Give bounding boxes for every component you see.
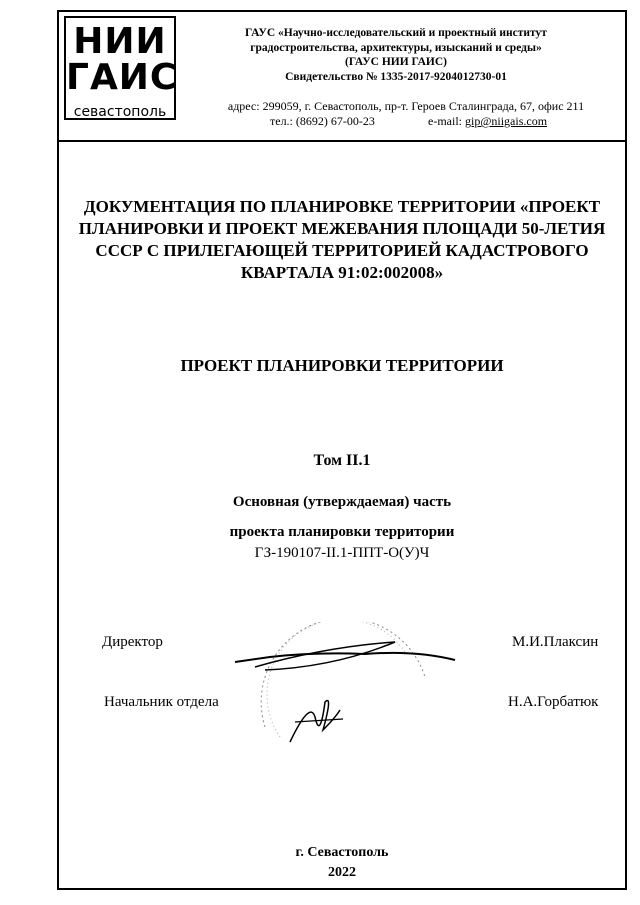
department-head-role: Начальник отдела (104, 694, 219, 710)
director-name: М.И.Плаксин (512, 634, 599, 650)
org-name-line-1: ГАУС «Научно-исследовательский и проектный институт (245, 27, 547, 39)
director-role: Директор (102, 634, 163, 650)
part-title (57, 487, 627, 547)
org-address: адрес: 299059, г. Севастополь, пр-т. Героев Сталинграда, 67, офис 211 (227, 99, 585, 113)
title-line-4: КВАРТАЛА 91:02:002008» (240, 263, 444, 282)
org-short-name: (ГАУС НИИ ГАИС) (345, 56, 447, 68)
organization-block (196, 26, 596, 84)
stamp-arc (261, 622, 425, 727)
footer-year: 2022 (328, 865, 356, 880)
section-title: ПРОЕКТ ПЛАНИРОВКИ ТЕРРИТОРИИ (180, 356, 504, 375)
org-phone: тел.: (8692) 67-00-23 (270, 114, 375, 128)
logo-line-3: севастополь (73, 104, 167, 120)
org-contacts (270, 114, 580, 129)
header-divider (57, 140, 627, 142)
title-line-3: СССР С ПРИЛЕГАЮЩЕЙ ТЕРРИТОРИЕЙ КАДАСТРОВОГО (95, 241, 589, 260)
footer-city: г. Севастополь (295, 845, 389, 860)
document-title (72, 196, 612, 284)
title-line-2: ПЛАНИРОВКИ И ПРОЕКТ МЕЖЕВАНИЯ ПЛОЩАДИ 50-ЛЕТИЯ (78, 219, 606, 238)
volume-label: Том II.1 (313, 452, 371, 469)
email-link[interactable]: gip@niigais.com (464, 114, 548, 128)
footer (57, 843, 627, 883)
org-email-block (428, 114, 547, 129)
institute-logo (64, 16, 176, 120)
org-name-line-2: градостроительства, архитектуры, изысканий и среды» (250, 41, 542, 54)
part-line-2: проекта планировки территории (229, 524, 455, 540)
document-code: ГЗ-190107-II.1-ППТ-О(У)Ч (254, 545, 430, 561)
org-certificate: Свидетельство № 1335-2017-9204012730-01 (285, 70, 507, 83)
part-line-1: Основная (утверждаемая) часть (232, 494, 452, 510)
signature-and-stamp (225, 622, 485, 772)
logo-line-1: НИИ (73, 21, 167, 62)
department-head-name: Н.А.Горбатюк (508, 694, 599, 710)
logo-line-2: ГАИС (66, 57, 178, 98)
email-label: e-mail: (428, 114, 462, 128)
title-line-1: ДОКУМЕНТАЦИЯ ПО ПЛАНИРОВКЕ ТЕРРИТОРИИ «ПРОЕКТ (83, 197, 601, 216)
signature-stroke-director (235, 653, 455, 662)
